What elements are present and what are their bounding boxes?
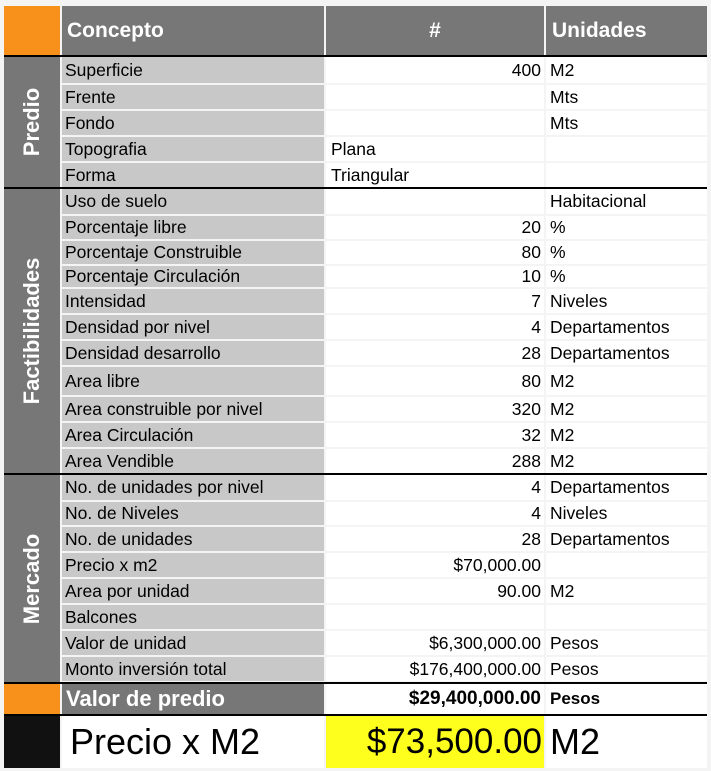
summary-unit: Pesos: [546, 684, 707, 714]
section-factibilidades-label: Factibilidades: [19, 257, 44, 405]
row-label: Intensidad: [62, 289, 324, 313]
row-unit: [546, 605, 707, 629]
row-value[interactable]: 20: [326, 216, 544, 239]
row-unit: Niveles: [546, 289, 707, 313]
row-unit: Mts: [546, 85, 707, 109]
row-value[interactable]: 10: [326, 266, 544, 287]
row-label: Monto inversión total: [62, 657, 324, 681]
row-value[interactable]: 28: [326, 527, 544, 551]
row-unit: Departamentos: [546, 315, 707, 339]
row-value[interactable]: 288: [326, 449, 544, 474]
row-unit: M2: [546, 367, 707, 395]
row-value[interactable]: 400: [326, 57, 544, 83]
row-unit: %: [546, 266, 707, 287]
row-value[interactable]: Triangular: [326, 163, 544, 188]
row-unit: Habitacional: [546, 189, 707, 214]
row-label: Densidad desarrollo: [62, 341, 324, 365]
divider-summary-total: [4, 714, 707, 716]
divider-factibilidades-mercado: [4, 473, 707, 475]
row-label: Valor de unidad: [62, 631, 324, 655]
row-label: Balcones: [62, 605, 324, 629]
row-label: Forma: [62, 163, 324, 188]
row-label: Porcentaje libre: [62, 216, 324, 239]
row-label: Porcentaje Construible: [62, 241, 324, 264]
row-unit: %: [546, 216, 707, 239]
row-label: Superficie: [62, 57, 324, 83]
divider-mercado-summary: [4, 682, 707, 684]
summary-value[interactable]: $29,400,000.00: [326, 684, 544, 714]
row-label: Densidad por nivel: [62, 315, 324, 339]
row-value[interactable]: 7: [326, 289, 544, 313]
row-value[interactable]: 4: [326, 475, 544, 500]
row-label: Topografia: [62, 137, 324, 161]
summary-label: Valor de predio: [62, 684, 324, 714]
total-value[interactable]: $73,500.00: [326, 716, 544, 768]
row-value[interactable]: $70,000.00: [326, 553, 544, 577]
row-label: Precio x m2: [62, 553, 324, 577]
row-unit: M2: [546, 57, 707, 83]
total-label: Precio x M2: [62, 716, 324, 768]
row-label: Area Circulación: [62, 423, 324, 447]
row-value[interactable]: 4: [326, 315, 544, 339]
row-label: Area libre: [62, 367, 324, 395]
header-numero: #: [326, 6, 544, 55]
row-label: No. de Niveles: [62, 502, 324, 525]
row-value[interactable]: 80: [326, 367, 544, 395]
row-value[interactable]: [326, 605, 544, 629]
row-unit: Pesos: [546, 631, 707, 655]
row-value[interactable]: 320: [326, 397, 544, 421]
row-unit: Departamentos: [546, 475, 707, 500]
row-unit: [546, 553, 707, 577]
row-unit: %: [546, 241, 707, 264]
row-label: Area por unidad: [62, 579, 324, 603]
row-unit: [546, 137, 707, 161]
row-value[interactable]: 80: [326, 241, 544, 264]
header-corner: [4, 6, 60, 55]
row-unit: Mts: [546, 111, 707, 135]
header-unidades: Unidades: [546, 6, 707, 55]
row-label: Fondo: [62, 111, 324, 135]
row-value[interactable]: [326, 85, 544, 109]
row-value[interactable]: 28: [326, 341, 544, 365]
row-label: Area Vendible: [62, 449, 324, 474]
row-value[interactable]: 4: [326, 502, 544, 525]
total-unit: M2: [546, 716, 707, 768]
section-factibilidades: [4, 189, 60, 473]
divider-predio-factibilidades: [4, 187, 707, 189]
row-unit: Pesos: [546, 657, 707, 681]
section-predio-label: Predio: [19, 87, 44, 157]
row-value[interactable]: Plana: [326, 137, 544, 161]
total-corner: [4, 716, 60, 768]
row-unit: Niveles: [546, 502, 707, 525]
header-concepto: Concepto: [62, 6, 324, 55]
row-unit: [546, 163, 707, 188]
section-mercado: [4, 475, 60, 682]
row-value[interactable]: 90.00: [326, 579, 544, 603]
row-unit: M2: [546, 397, 707, 421]
row-unit: M2: [546, 579, 707, 603]
row-unit: M2: [546, 423, 707, 447]
row-label: Uso de suelo: [62, 189, 324, 214]
row-value[interactable]: [326, 111, 544, 135]
divider-header: [4, 55, 707, 57]
row-unit: M2: [546, 449, 707, 474]
row-unit: Departamentos: [546, 341, 707, 365]
row-label: No. de unidades: [62, 527, 324, 551]
row-value[interactable]: $6,300,000.00: [326, 631, 544, 655]
row-value[interactable]: [326, 189, 544, 214]
section-predio: [4, 57, 60, 187]
row-value[interactable]: 32: [326, 423, 544, 447]
row-label: Porcentaje Circulación: [62, 266, 324, 287]
row-value[interactable]: $176,400,000.00: [326, 657, 544, 681]
summary-corner: [4, 684, 60, 714]
row-label: Area construible por nivel: [62, 397, 324, 421]
row-label: No. de unidades por nivel: [62, 475, 324, 500]
row-label: Frente: [62, 85, 324, 109]
row-unit: Departamentos: [546, 527, 707, 551]
section-mercado-label: Mercado: [19, 533, 44, 624]
